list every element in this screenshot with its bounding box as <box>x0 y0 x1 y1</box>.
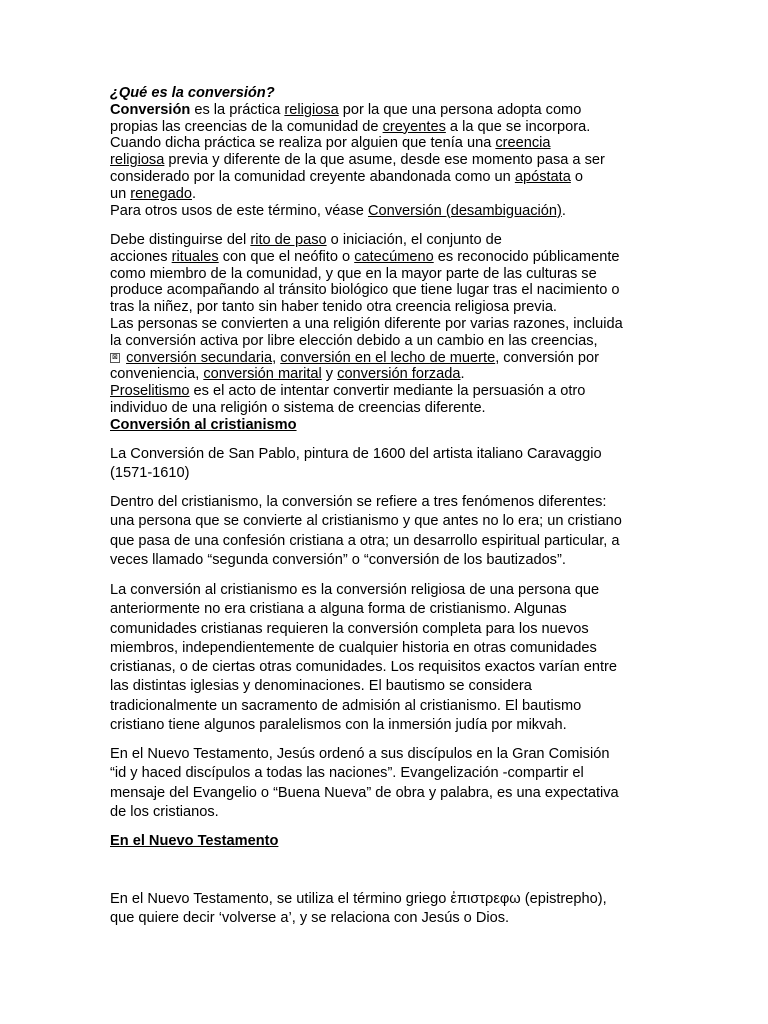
text-line: Las personas se convierten a una religión diferente por varias razones, incluida <box>110 315 623 332</box>
link-renegado[interactable]: renegado <box>130 185 192 202</box>
text-line: conveniencia, conversión marital y conversión forzada. <box>110 366 465 383</box>
link-catecumeno[interactable]: catecúmeno <box>354 248 434 265</box>
paragraph-5 <box>110 745 670 822</box>
link-conversion-lecho-muerte[interactable]: conversión en el lecho de muerte <box>280 349 496 366</box>
text-line: cristianas, o de ciertas otras comunidades. Los requisitos exactos varían entre <box>110 659 617 676</box>
text-line: que pasa de una confesión cristiana a otra; un desarrollo espiritual particular, a <box>110 532 620 549</box>
text-line: mensaje del Evangelio o “Buena Nueva” de obra y palabra, es una expectativa <box>110 784 619 801</box>
paragraph-4 <box>110 581 670 735</box>
text-line: propias las creencias de la comunidad de creyentes a la que se incorpora. <box>110 118 591 135</box>
text-line: un renegado. <box>110 185 197 202</box>
link-conversion-secundaria[interactable]: conversión secundaria <box>126 349 273 366</box>
text-line: que quiere decir ‘volverse a’, y se relaciona con Jesús o Dios. <box>110 910 510 927</box>
text-line: Para otros usos de este término, véase Conversión (desambiguación). <box>110 202 566 219</box>
text-line: religiosa previa y diferente de la que asume, desde ese momento pasa a ser <box>110 152 605 169</box>
link-religiosa[interactable]: religiosa <box>284 101 339 118</box>
text-line: anteriormente no era cristiana a alguna forma de cristianismo. Algunas <box>110 601 567 618</box>
section-heading-cristianismo[interactable]: Conversión al cristianismo <box>110 416 297 433</box>
text-line: como miembro de la comunidad, y que en la mayor parte de las culturas se <box>110 265 597 282</box>
text-line: Cuando dicha práctica se realiza por alguien que tenía una creencia <box>110 135 551 152</box>
text-line: Proselitismo es el acto de intentar convertir mediante la persuasión a otro <box>110 383 586 400</box>
section-heading-nuevo-testamento: En el Nuevo Testamento <box>110 833 279 849</box>
link-apostata[interactable]: apóstata <box>514 168 571 185</box>
intro-block <box>110 85 670 219</box>
text-line: Dentro del cristianismo, la conversión se refiere a tres fenómenos diferentes: <box>110 494 607 510</box>
link-rito-de-paso[interactable]: rito de paso <box>250 232 327 248</box>
text-line: una persona que se convierte al cristianismo y que antes no lo era; un cristiano <box>110 513 622 530</box>
text-line: individuo de una religión o sistema de creencias diferente. <box>110 399 486 416</box>
link-religiosa-2[interactable]: religiosa <box>110 152 165 169</box>
image-caption <box>110 445 670 484</box>
section-heading-block <box>110 832 670 851</box>
text-line: la conversión activa por libre elección debido a un cambio en las creencias, <box>110 332 598 349</box>
text-line: las distintas iglesias y denominaciones. El bautismo se considera <box>110 678 532 695</box>
text-line: Debe distinguirse del rito de paso o iniciación, el conjunto de <box>110 232 502 248</box>
broken-image-icon: ⊠ <box>110 353 120 363</box>
page-title: ¿Qué es la conversión? <box>110 85 275 101</box>
text-line: En el Nuevo Testamento, se utiliza el término griego ἐπιστρεφω (epistrepho), <box>110 891 607 907</box>
link-conversion-desambiguacion[interactable]: Conversión (desambiguación) <box>367 202 562 219</box>
text-line: “id y haced discípulos a todas las naciones”. Evangelización -compartir el <box>110 765 584 782</box>
text-line: ⊠ conversión secundaria, conversión en el lecho de muerte, conversión por <box>110 350 670 367</box>
text-line: En el Nuevo Testamento, Jesús ordenó a sus discípulos en la Gran Comisión <box>110 746 610 762</box>
text-line: considerado por la comunidad creyente abandonada como un apóstata o <box>110 168 584 185</box>
paragraph-3 <box>110 493 670 570</box>
text-line: acciones rituales con que el neófito o catecúmeno es reconocido públicamente <box>110 248 620 265</box>
link-creyentes[interactable]: creyentes <box>382 118 446 135</box>
link-creencia[interactable]: creencia <box>495 135 551 152</box>
link-conversion-marital[interactable]: conversión marital <box>203 366 322 383</box>
paragraph-2 <box>110 232 670 434</box>
text-line: veces llamado “segunda conversión” o “conversión de los bautizados”. <box>110 551 566 568</box>
text-line: miembros, independientemente de cualquier historia en otras comunidades <box>110 639 597 656</box>
link-proselitismo[interactable]: Proselitismo <box>110 383 190 400</box>
text-line: produce acompañando al tránsito biológico que tiene lugar tras el nacimiento o <box>110 282 620 299</box>
text-line: tradicionalmente un sacramento de admisión al cristianismo. El bautismo <box>110 697 582 714</box>
paragraph-6 <box>110 890 670 929</box>
text-line: comunidades cristianas requieren la conversión completa para los nuevos <box>110 620 589 637</box>
text-line: tras la niñez, por tanto sin haber tenido otra creencia religiosa previa. <box>110 299 557 316</box>
text-line: cristiano tiene algunos paralelismos con la inmersión judía por mikvah. <box>110 717 567 734</box>
link-rituales[interactable]: rituales <box>171 248 219 265</box>
link-conversion-forzada[interactable]: conversión forzada <box>337 366 461 383</box>
text-line: Conversión es la práctica religiosa por la que una persona adopta como <box>110 101 582 118</box>
text-line: La conversión al cristianismo es la conversión religiosa de una persona que <box>110 582 600 598</box>
text-line: de los cristianos. <box>110 803 219 820</box>
text-line: La Conversión de San Pablo, pintura de 1600 del artista italiano Caravaggio <box>110 446 602 462</box>
text-line: (1571-1610) <box>110 465 190 482</box>
